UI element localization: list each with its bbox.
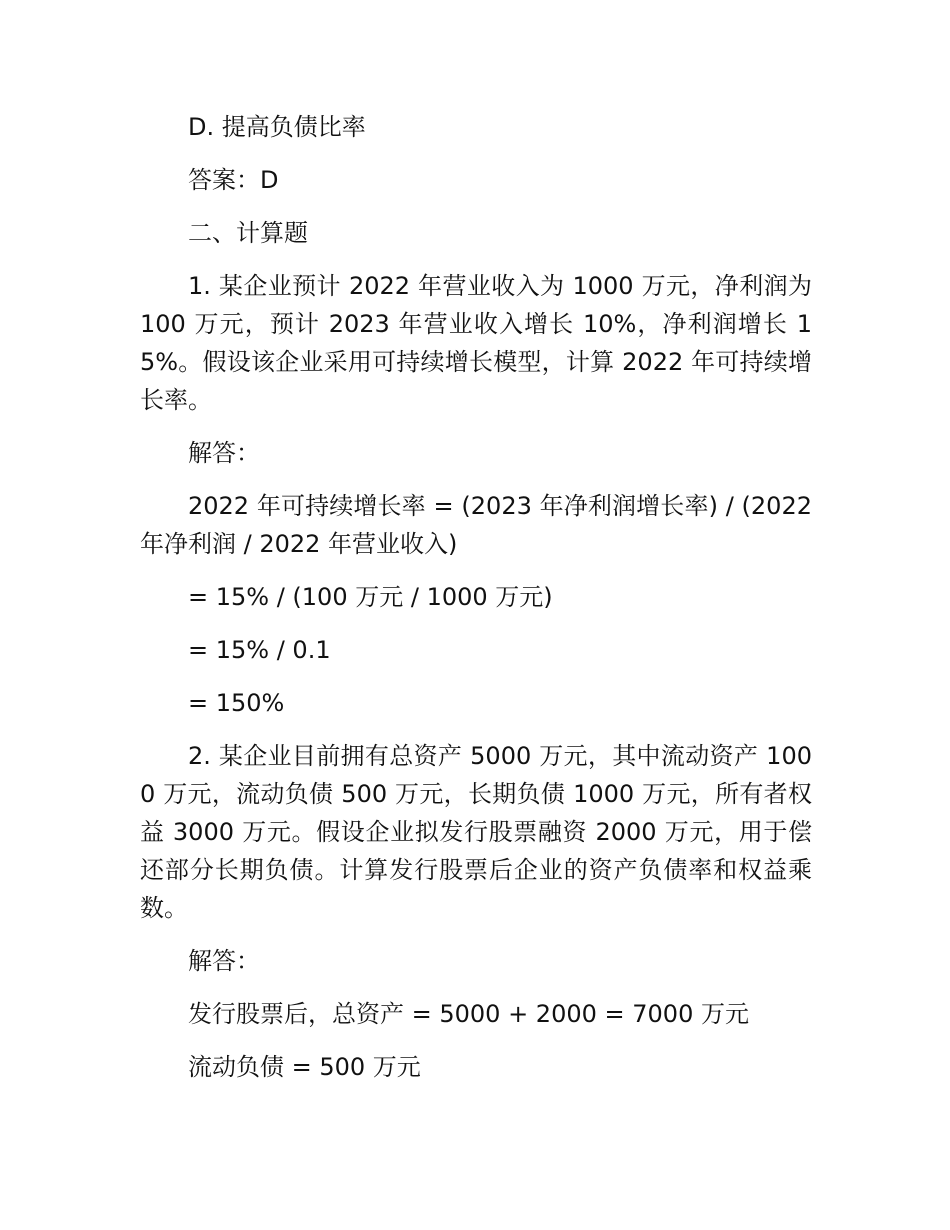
formula-line-1: 2022 年可持续增长率 = (2023 年净利润增长率) / (2022 年净利润 / 2022 年营业收入) [140,492,812,558]
document-body [140,108,812,1101]
solution-label-2: 解答： [188,947,260,975]
calc-line-2: 流动负债 = 500 万元 [188,1053,421,1081]
formula-result: = 150% [188,689,285,717]
question-2: 2. 某企业目前拥有总资产 5000 万元，其中流动资产 1000 万元，流动负债 500 万元，长期负债 1000 万元，所有者权益 3000 万元。假设企业拟发行股票融资 2000 万元，用于偿还部分长期负债。计算发行股票后企业的资产负债率和权益乘数。 [140,742,812,922]
question-1: 1. 某企业预计 2022 年营业收入为 1000 万元，净利润为 100 万元，预计 2023 年营业收入增长 10%，净利润增长 15%。假设该企业采用可持续增长模型，计算 2022 年可持续增长率。 [140,272,812,414]
formula-line-2: = 15% / (100 万元 / 1000 万元) [188,583,553,611]
solution-label-1: 解答： [188,439,260,467]
option-d: D. 提高负债比率 [188,113,366,141]
section-heading: 二、计算题 [188,219,308,247]
formula-line-3: = 15% / 0.1 [188,636,331,664]
answer-line: 答案：D [188,166,279,194]
calc-line-1: 发行股票后，总资产 = 5000 + 2000 = 7000 万元 [188,1000,749,1028]
